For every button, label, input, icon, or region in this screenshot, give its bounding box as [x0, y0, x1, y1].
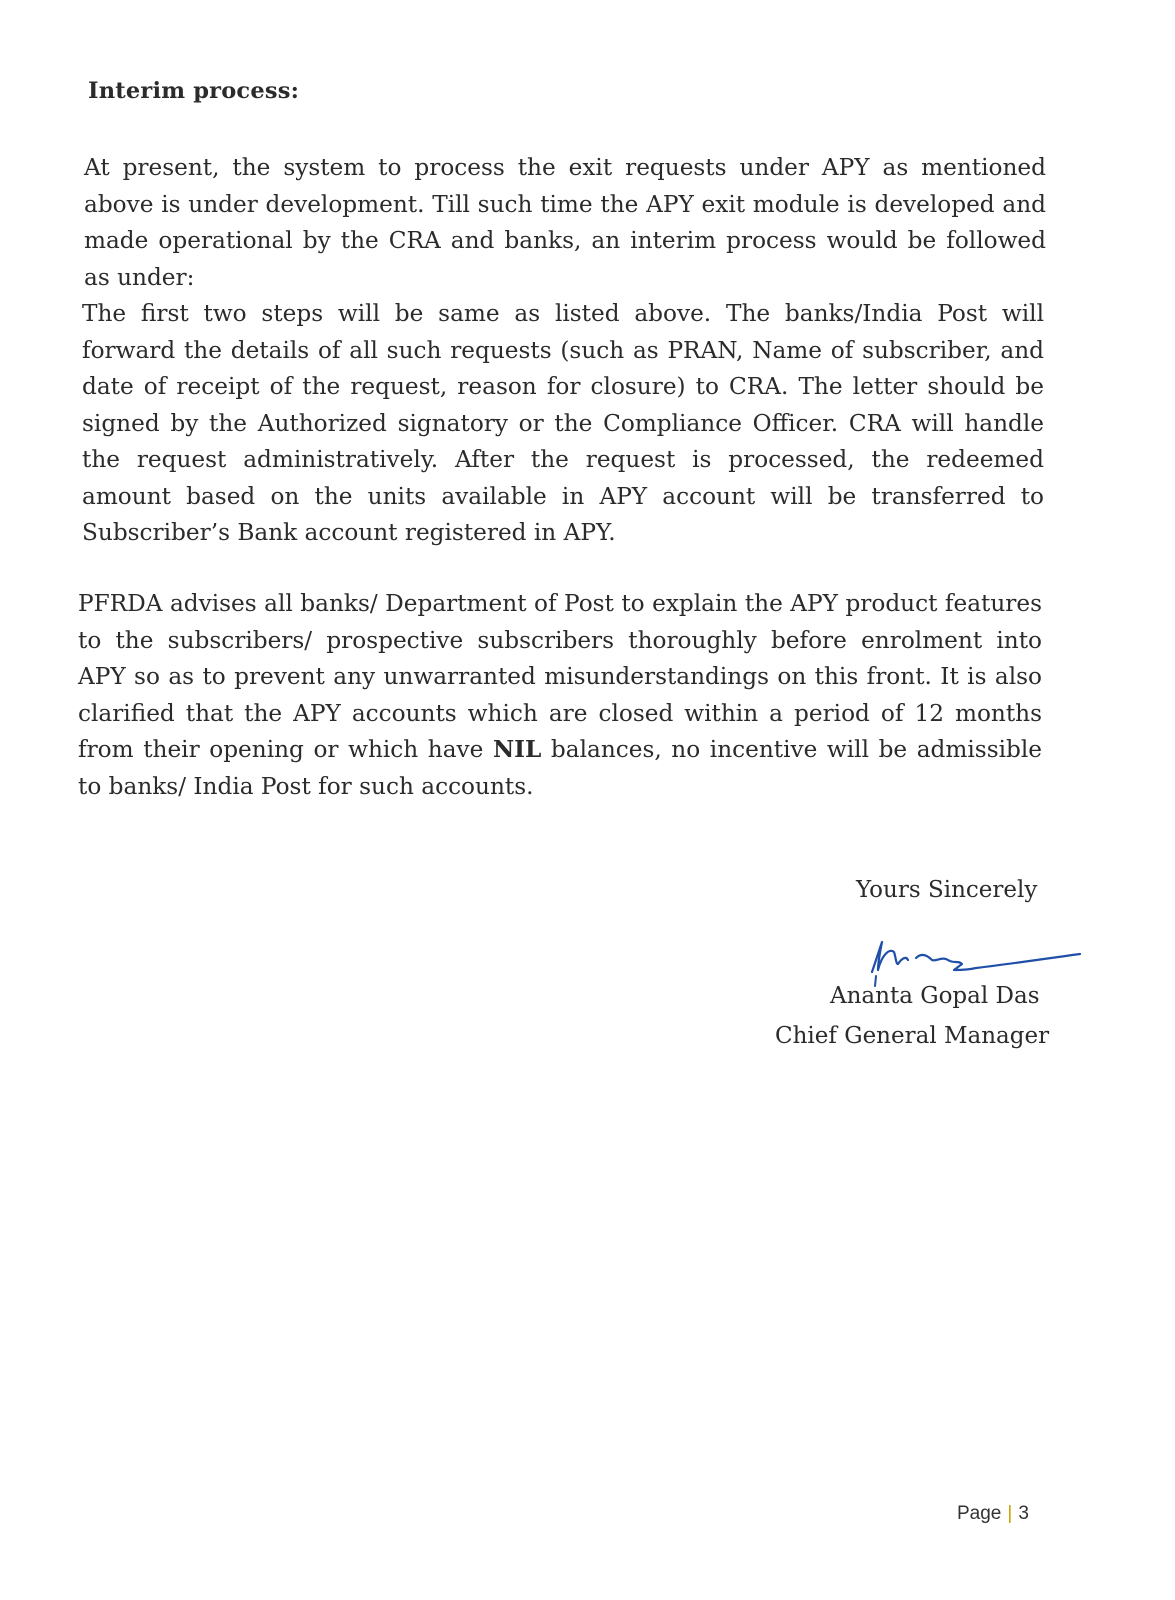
section-heading: Interim process:: [88, 78, 300, 104]
page-number: 3: [1018, 1503, 1029, 1524]
paragraph-advisory: [78, 586, 1042, 805]
page-label: Page: [957, 1503, 1002, 1524]
advisory-text-start: PFRDA advises all banks/ Department of Post to explain the APY product features to the subscribers/ prospective subscribers thoroughly before enrolment into APY so as to prevent any unwarranted misunderstandings on this front. It is also clarified that the APY accounts which are closed within a period of 12 months from their opening or which have: [78, 590, 1042, 763]
signatory-name: Ananta Gopal Das: [830, 983, 1040, 1009]
signatory-title: Chief General Manager: [775, 1023, 1050, 1049]
page-footer: [957, 1503, 1029, 1525]
closing-salutation: Yours Sincerely: [856, 877, 1038, 903]
advisory-text-end: balances, no incentive will be admissible to banks/ India Post for such accounts.: [78, 736, 1042, 800]
paragraph-interim-steps: The first two steps will be same as listed above. The banks/India Post will forward the details of all such requests (such as PRAN, Name of subscriber, and date of receipt of the request, reason for closure) to CRA. The letter should be signed by the Authorized signatory or the Compliance Officer. CRA will handle the request administratively. After the request is processed, the redeemed amount based on the units available in APY account will be transferred to Subscriber’s Bank account registered in APY.: [82, 300, 1044, 546]
paragraph-interim-status: At present, the system to process the exit requests under APY as mentioned above is under development. Till such time the APY exit module is developed and made operational by the CRA and banks, an interim process would be followed as under:: [84, 154, 1046, 291]
page-separator: |: [1007, 1503, 1013, 1524]
nil-emphasis: NIL: [492, 736, 542, 763]
